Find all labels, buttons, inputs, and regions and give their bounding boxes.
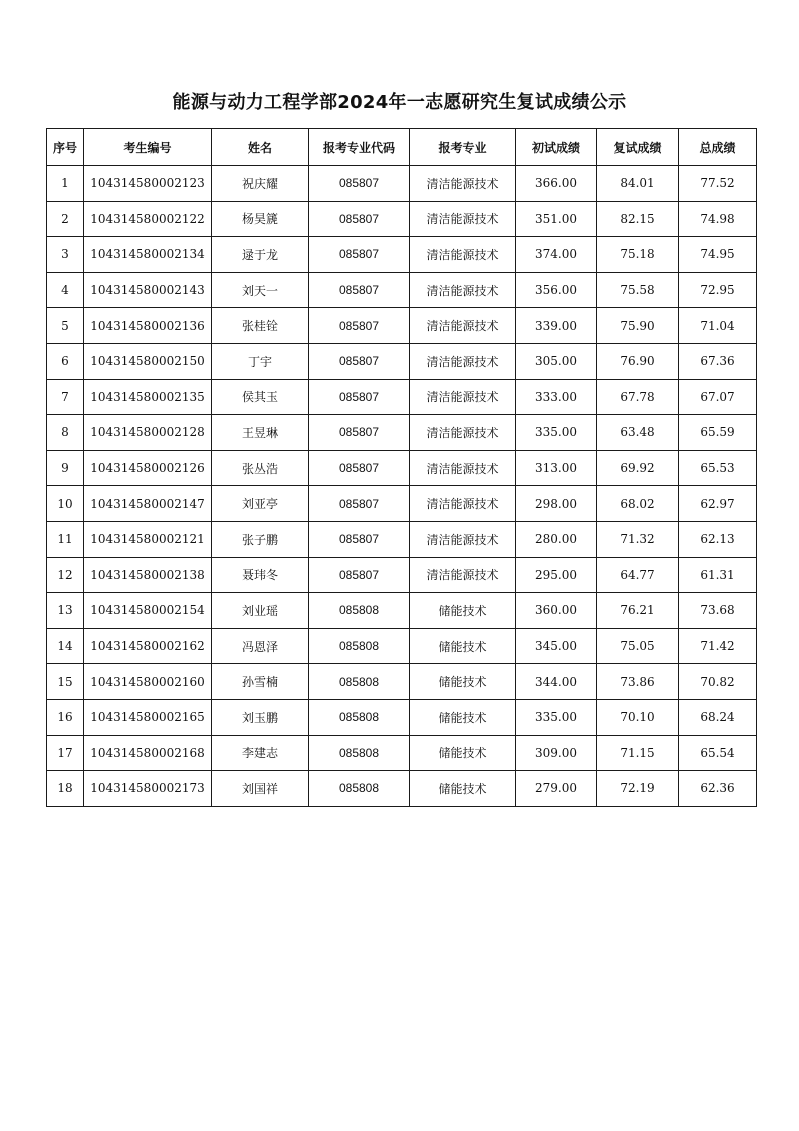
cell-major-code: 085807 — [309, 415, 410, 451]
cell-major-code: 085807 — [309, 379, 410, 415]
header-row — [47, 129, 757, 166]
cell-index: 18 — [47, 771, 84, 807]
cell-retest-score: 69.92 — [597, 450, 679, 486]
table-row — [47, 735, 757, 771]
cell-initial-score: 374.00 — [516, 237, 597, 273]
cell-name: 张桂铨 — [212, 308, 309, 344]
cell-major: 清洁能源技术 — [410, 521, 516, 557]
cell-candidate-id: 104314580002136 — [84, 308, 212, 344]
cell-initial-score: 305.00 — [516, 343, 597, 379]
table-row — [47, 486, 757, 522]
cell-index: 5 — [47, 308, 84, 344]
cell-major-code: 085808 — [309, 735, 410, 771]
cell-index: 17 — [47, 735, 84, 771]
cell-major: 清洁能源技术 — [410, 201, 516, 237]
cell-major-code: 085808 — [309, 593, 410, 629]
cell-major-code: 085808 — [309, 699, 410, 735]
cell-initial-score: 298.00 — [516, 486, 597, 522]
cell-initial-score: 313.00 — [516, 450, 597, 486]
table-row — [47, 415, 757, 451]
cell-major: 储能技术 — [410, 735, 516, 771]
cell-total-score: 74.95 — [679, 237, 757, 273]
cell-initial-score: 345.00 — [516, 628, 597, 664]
cell-name: 刘天一 — [212, 272, 309, 308]
cell-index: 15 — [47, 664, 84, 700]
header-name: 姓名 — [212, 129, 309, 166]
cell-candidate-id: 104314580002168 — [84, 735, 212, 771]
cell-index: 4 — [47, 272, 84, 308]
cell-total-score: 67.07 — [679, 379, 757, 415]
cell-major: 储能技术 — [410, 593, 516, 629]
header-major: 报考专业 — [410, 129, 516, 166]
cell-name: 张子鹏 — [212, 521, 309, 557]
cell-candidate-id: 104314580002150 — [84, 343, 212, 379]
cell-initial-score: 295.00 — [516, 557, 597, 593]
cell-candidate-id: 104314580002128 — [84, 415, 212, 451]
cell-major-code: 085807 — [309, 272, 410, 308]
cell-total-score: 67.36 — [679, 343, 757, 379]
header-initial-score: 初试成绩 — [516, 129, 597, 166]
cell-candidate-id: 104314580002165 — [84, 699, 212, 735]
cell-major-code: 085808 — [309, 664, 410, 700]
cell-name: 杨昊篪 — [212, 201, 309, 237]
cell-total-score: 74.98 — [679, 201, 757, 237]
cell-total-score: 77.52 — [679, 166, 757, 202]
cell-major: 清洁能源技术 — [410, 450, 516, 486]
cell-retest-score: 70.10 — [597, 699, 679, 735]
cell-retest-score: 73.86 — [597, 664, 679, 700]
cell-retest-score: 84.01 — [597, 166, 679, 202]
cell-retest-score: 76.90 — [597, 343, 679, 379]
cell-retest-score: 63.48 — [597, 415, 679, 451]
header-total-score: 总成绩 — [679, 129, 757, 166]
cell-index: 12 — [47, 557, 84, 593]
table-row — [47, 593, 757, 629]
cell-initial-score: 356.00 — [516, 272, 597, 308]
cell-major-code: 085807 — [309, 521, 410, 557]
cell-name: 王昱琳 — [212, 415, 309, 451]
cell-retest-score: 68.02 — [597, 486, 679, 522]
table-row — [47, 664, 757, 700]
cell-candidate-id: 104314580002160 — [84, 664, 212, 700]
cell-index: 10 — [47, 486, 84, 522]
cell-initial-score: 335.00 — [516, 415, 597, 451]
cell-index: 6 — [47, 343, 84, 379]
cell-initial-score: 366.00 — [516, 166, 597, 202]
table-row — [47, 450, 757, 486]
cell-major: 清洁能源技术 — [410, 343, 516, 379]
cell-initial-score: 339.00 — [516, 308, 597, 344]
cell-initial-score: 280.00 — [516, 521, 597, 557]
cell-index: 16 — [47, 699, 84, 735]
cell-retest-score: 75.90 — [597, 308, 679, 344]
cell-name: 聂玮冬 — [212, 557, 309, 593]
cell-name: 张丛浩 — [212, 450, 309, 486]
table-header — [47, 129, 757, 166]
cell-initial-score: 344.00 — [516, 664, 597, 700]
cell-total-score: 71.04 — [679, 308, 757, 344]
cell-index: 9 — [47, 450, 84, 486]
cell-name: 刘业瑶 — [212, 593, 309, 629]
cell-name: 孙雪楠 — [212, 664, 309, 700]
cell-index: 8 — [47, 415, 84, 451]
cell-major: 储能技术 — [410, 664, 516, 700]
cell-index: 7 — [47, 379, 84, 415]
header-major-code: 报考专业代码 — [309, 129, 410, 166]
table-row — [47, 628, 757, 664]
cell-candidate-id: 104314580002173 — [84, 771, 212, 807]
cell-candidate-id: 104314580002121 — [84, 521, 212, 557]
header-candidate-id: 考生编号 — [84, 129, 212, 166]
cell-total-score: 62.97 — [679, 486, 757, 522]
cell-name: 刘玉鹏 — [212, 699, 309, 735]
cell-major: 清洁能源技术 — [410, 557, 516, 593]
cell-initial-score: 360.00 — [516, 593, 597, 629]
cell-retest-score: 64.77 — [597, 557, 679, 593]
cell-major: 储能技术 — [410, 628, 516, 664]
cell-retest-score: 82.15 — [597, 201, 679, 237]
cell-retest-score: 67.78 — [597, 379, 679, 415]
cell-retest-score: 71.15 — [597, 735, 679, 771]
page-title: 能源与动力工程学部2024年一志愿研究生复试成绩公示 — [172, 92, 627, 113]
cell-major-code: 085808 — [309, 771, 410, 807]
cell-major: 清洁能源技术 — [410, 415, 516, 451]
cell-candidate-id: 104314580002162 — [84, 628, 212, 664]
cell-index: 2 — [47, 201, 84, 237]
cell-total-score: 70.82 — [679, 664, 757, 700]
cell-total-score: 65.59 — [679, 415, 757, 451]
table-row — [47, 521, 757, 557]
table-row — [47, 237, 757, 273]
cell-index: 1 — [47, 166, 84, 202]
cell-retest-score: 75.18 — [597, 237, 679, 273]
cell-name: 李建志 — [212, 735, 309, 771]
table-row — [47, 699, 757, 735]
cell-retest-score: 75.58 — [597, 272, 679, 308]
cell-candidate-id: 104314580002123 — [84, 166, 212, 202]
cell-major: 清洁能源技术 — [410, 166, 516, 202]
cell-major-code: 085807 — [309, 201, 410, 237]
cell-index: 3 — [47, 237, 84, 273]
cell-index: 13 — [47, 593, 84, 629]
cell-name: 侯其玉 — [212, 379, 309, 415]
cell-major-code: 085808 — [309, 628, 410, 664]
cell-candidate-id: 104314580002143 — [84, 272, 212, 308]
cell-major: 清洁能源技术 — [410, 308, 516, 344]
table-row — [47, 201, 757, 237]
cell-total-score: 73.68 — [679, 593, 757, 629]
cell-total-score: 71.42 — [679, 628, 757, 664]
cell-name: 逯于龙 — [212, 237, 309, 273]
header-index: 序号 — [47, 129, 84, 166]
cell-initial-score: 333.00 — [516, 379, 597, 415]
cell-major: 清洁能源技术 — [410, 379, 516, 415]
cell-name: 刘国祥 — [212, 771, 309, 807]
cell-candidate-id: 104314580002147 — [84, 486, 212, 522]
table-row — [47, 343, 757, 379]
cell-candidate-id: 104314580002138 — [84, 557, 212, 593]
cell-total-score: 62.13 — [679, 521, 757, 557]
cell-initial-score: 351.00 — [516, 201, 597, 237]
cell-major-code: 085807 — [309, 557, 410, 593]
cell-index: 11 — [47, 521, 84, 557]
cell-candidate-id: 104314580002134 — [84, 237, 212, 273]
cell-major: 储能技术 — [410, 771, 516, 807]
cell-initial-score: 279.00 — [516, 771, 597, 807]
cell-total-score: 65.54 — [679, 735, 757, 771]
cell-initial-score: 309.00 — [516, 735, 597, 771]
cell-major-code: 085807 — [309, 450, 410, 486]
cell-major: 清洁能源技术 — [410, 486, 516, 522]
table-row — [47, 379, 757, 415]
cell-candidate-id: 104314580002135 — [84, 379, 212, 415]
cell-major-code: 085807 — [309, 166, 410, 202]
table-body — [47, 166, 757, 807]
table-row — [47, 166, 757, 202]
cell-candidate-id: 104314580002122 — [84, 201, 212, 237]
cell-total-score: 61.31 — [679, 557, 757, 593]
cell-retest-score: 72.19 — [597, 771, 679, 807]
cell-major: 清洁能源技术 — [410, 272, 516, 308]
cell-major-code: 085807 — [309, 308, 410, 344]
cell-major-code: 085807 — [309, 486, 410, 522]
cell-retest-score: 76.21 — [597, 593, 679, 629]
cell-name: 刘亚亭 — [212, 486, 309, 522]
header-retest-score: 复试成绩 — [597, 129, 679, 166]
table-row — [47, 272, 757, 308]
cell-initial-score: 335.00 — [516, 699, 597, 735]
cell-retest-score: 75.05 — [597, 628, 679, 664]
table-row — [47, 308, 757, 344]
cell-major-code: 085807 — [309, 343, 410, 379]
cell-major-code: 085807 — [309, 237, 410, 273]
cell-total-score: 62.36 — [679, 771, 757, 807]
cell-name: 冯恩泽 — [212, 628, 309, 664]
cell-major: 清洁能源技术 — [410, 237, 516, 273]
cell-retest-score: 71.32 — [597, 521, 679, 557]
cell-name: 祝庆耀 — [212, 166, 309, 202]
cell-total-score: 68.24 — [679, 699, 757, 735]
cell-candidate-id: 104314580002154 — [84, 593, 212, 629]
cell-index: 14 — [47, 628, 84, 664]
table-row — [47, 557, 757, 593]
cell-major: 储能技术 — [410, 699, 516, 735]
cell-total-score: 72.95 — [679, 272, 757, 308]
cell-name: 丁宇 — [212, 343, 309, 379]
table-row — [47, 771, 757, 807]
cell-total-score: 65.53 — [679, 450, 757, 486]
score-table — [46, 128, 757, 807]
cell-candidate-id: 104314580002126 — [84, 450, 212, 486]
